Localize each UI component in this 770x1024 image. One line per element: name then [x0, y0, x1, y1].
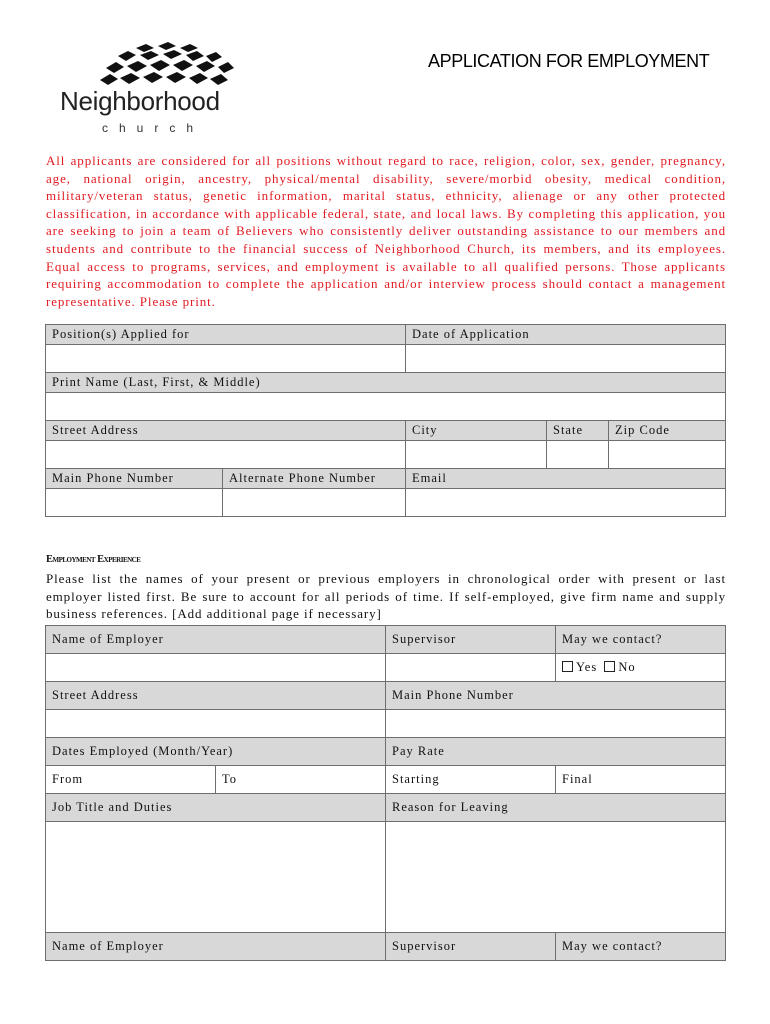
- employer-name-label: Name of Employer: [46, 626, 386, 654]
- starting-pay-field[interactable]: Starting: [386, 766, 556, 794]
- employer-street-label: Street Address: [46, 682, 386, 710]
- may-contact-label-2: May we contact?: [556, 933, 726, 961]
- application-date-field[interactable]: [406, 345, 726, 373]
- email-field[interactable]: [406, 489, 726, 517]
- street-address-field[interactable]: [46, 441, 406, 469]
- yes-label: Yes: [576, 660, 598, 674]
- no-label: No: [618, 660, 636, 674]
- full-name-field[interactable]: [46, 393, 726, 421]
- employer-table: [45, 625, 726, 936]
- main-phone-field[interactable]: [46, 489, 223, 517]
- email-label: Email: [406, 469, 726, 489]
- yes-checkbox[interactable]: [562, 661, 573, 672]
- final-pay-field[interactable]: Final: [556, 766, 726, 794]
- no-checkbox[interactable]: [604, 661, 615, 672]
- position-label: Position(s) Applied for: [46, 325, 406, 345]
- job-title-field[interactable]: [46, 822, 386, 936]
- state-label: State: [547, 421, 609, 441]
- reason-leaving-label: Reason for Leaving: [386, 794, 726, 822]
- from-field[interactable]: From: [46, 766, 216, 794]
- employment-instructions: Please list the names of your present or previous employers in chronological order with present or last employer listed first. Be sure to account for all periods of time. If self-employed, give firm name and supply business references. [Add additional page if necessary]: [46, 571, 726, 621]
- logo-subtitle: church: [102, 121, 205, 135]
- to-field[interactable]: To: [216, 766, 386, 794]
- zip-code-field[interactable]: [609, 441, 726, 469]
- may-contact-label: May we contact?: [556, 626, 726, 654]
- application-date-label: Date of Application: [406, 325, 726, 345]
- main-phone-label: Main Phone Number: [46, 469, 223, 489]
- may-contact-options: [556, 654, 726, 682]
- employer-name-field[interactable]: [46, 654, 386, 682]
- employer-table-2: [45, 932, 726, 961]
- section-title-employment: Employment Experience: [46, 554, 141, 565]
- employer-name-label-2: Name of Employer: [46, 933, 386, 961]
- city-label: City: [406, 421, 547, 441]
- pay-rate-label: Pay Rate: [386, 738, 726, 766]
- position-field[interactable]: [46, 345, 406, 373]
- job-title-label: Job Title and Duties: [46, 794, 386, 822]
- supervisor-label: Supervisor: [386, 626, 556, 654]
- page-title: APPLICATION FOR EMPLOYMENT: [428, 51, 710, 71]
- alternate-phone-field[interactable]: [223, 489, 406, 517]
- zip-code-label: Zip Code: [609, 421, 726, 441]
- city-field[interactable]: [406, 441, 547, 469]
- logo-wordmark: Neighborhood: [60, 86, 220, 116]
- supervisor-field[interactable]: [386, 654, 556, 682]
- full-name-label: Print Name (Last, First, & Middle): [46, 373, 726, 393]
- eeo-statement: All applicants are considered for all positions without regard to race, religion, color, sex, gender, pregnancy, age, national origin, ancestry, physical/mental disability, severe/morbid obesity, medical condition, military/veteran status, genetic information, marital status, ethnicity, alienage or any other protected classification, in accordance with applicable federal, state, and local laws. By completing this application, you are seeking to join a team of Believers who consistently deliver outstanding assistance to our members and students and contribute to the financial success of Neighborhood Church, its members, and its employees. Equal access to programs, services, and employment is available to all qualified persons. Those applicants requiring accommodation to complete the application and/or interview process should contact a management representative. Please print.: [46, 153, 726, 309]
- applicant-info-table: [45, 324, 726, 517]
- employer-phone-field[interactable]: [386, 710, 726, 738]
- supervisor-label-2: Supervisor: [386, 933, 556, 961]
- alternate-phone-label: Alternate Phone Number: [223, 469, 406, 489]
- reason-leaving-field[interactable]: [386, 822, 726, 936]
- dates-employed-label: Dates Employed (Month/Year): [46, 738, 386, 766]
- employer-street-field[interactable]: [46, 710, 386, 738]
- employer-phone-label: Main Phone Number: [386, 682, 726, 710]
- street-address-label: Street Address: [46, 421, 406, 441]
- state-field[interactable]: [547, 441, 609, 469]
